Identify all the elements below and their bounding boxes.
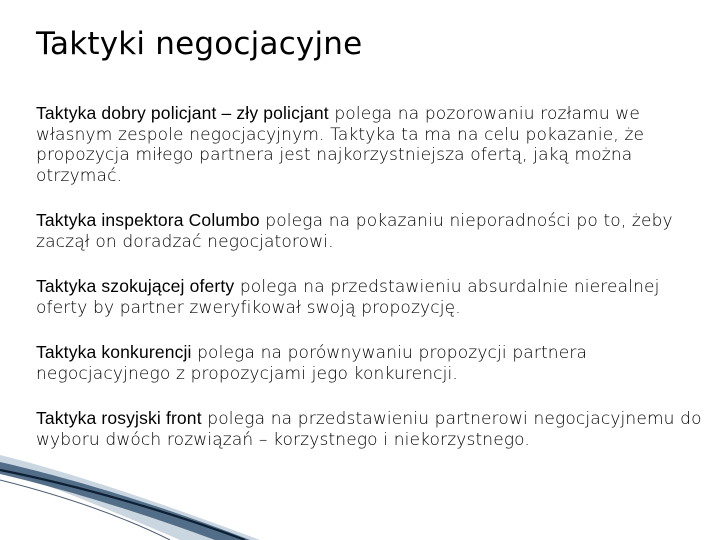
tactic-description: polega na pozorowaniu rozłamu we własnym zespole negocjacyjnym. Taktyka ta ma na celu pokazanie, że propozycja miłego partnera jest najkorzystniejsza ofertą, jaką można otrzymać. [36,104,645,186]
slide-body [36,103,708,474]
tactic-russian-front [36,408,708,450]
swoosh-stroke-thin [0,480,170,540]
tactic-term: Taktyka rosyjski front [36,408,202,428]
tactic-term: Taktyka dobry policjant – zły policjant [36,103,329,123]
tactic-competition [36,342,708,384]
tactic-term: Taktyka konkurencji [36,342,192,362]
tactic-term: Taktyka inspektora Columbo [36,210,260,230]
tactic-description: polega na pokazaniu nieporadności po to, żeby zaczął on doradzać negocjatorowi. [36,211,673,252]
slide-title: Taktyki negocjacyjne [36,26,363,62]
tactic-term: Taktyka szokującej oferty [36,276,235,296]
tactic-description: polega na porównywaniu propozycji partnera negocjacyjnego z propozycjami jego konkurencji. [36,343,588,384]
tactic-columbo [36,210,708,252]
tactic-description: polega na przedstawieniu absurdalnie nierealnej oferty by partner zweryfikował swoją propozycję. [36,277,660,318]
tactic-description: polega na przedstawieniu partnerowi negocjacyjnemu do wyboru dwóch rozwiązań – korzystnego i niekorzystnego. [36,409,702,450]
swoosh-stroke [0,470,245,540]
tactic-shocking-offer [36,276,708,318]
tactic-good-cop-bad-cop [36,103,708,186]
